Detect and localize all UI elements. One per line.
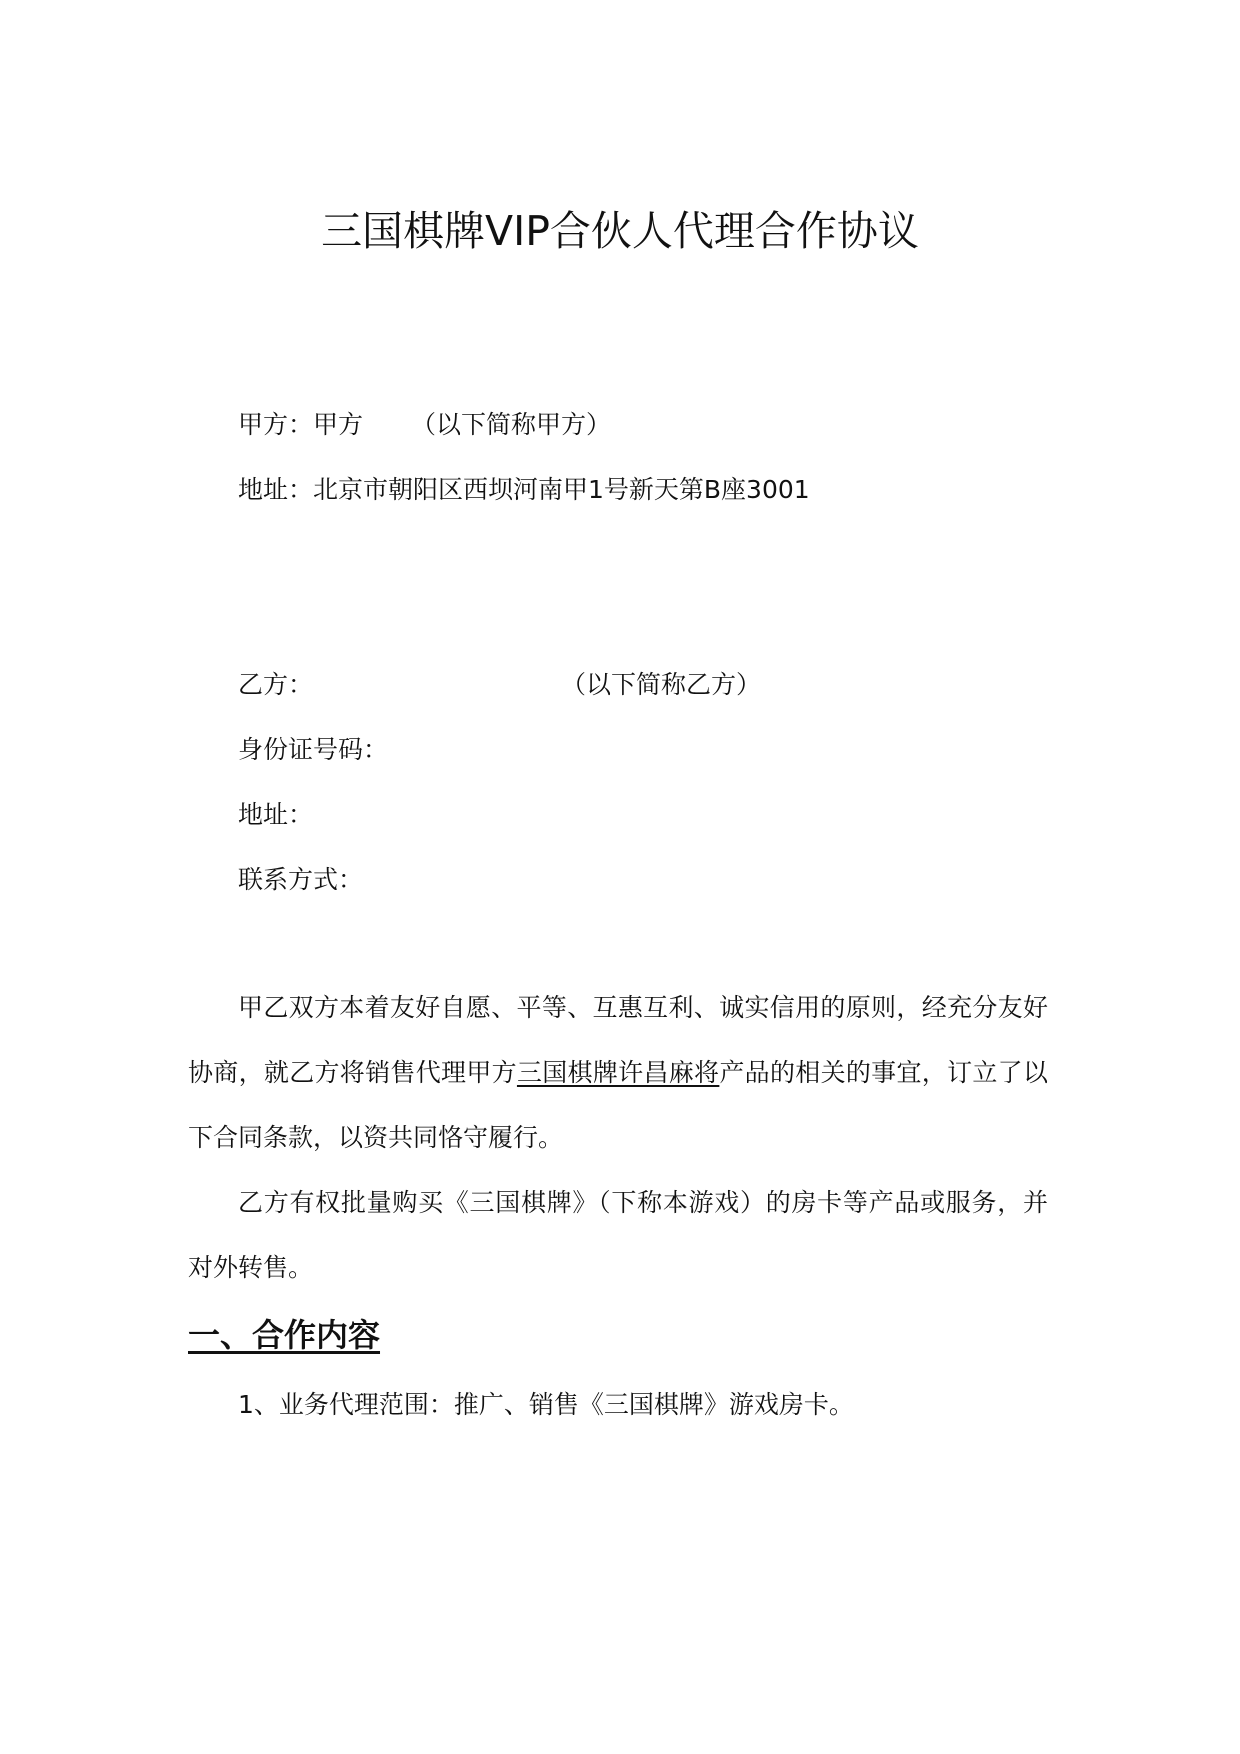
- intro-paragraph-2: 乙方有权批量购买《三国棋牌》（下称本游戏）的房卡等产品或服务，并对外转售。: [188, 1188, 1048, 1282]
- document-title: 三国棋牌VIP合伙人代理合作协议: [321, 207, 919, 255]
- section-heading-cooperation: 一、合作内容: [188, 1316, 381, 1354]
- intro-paragraph-1: [188, 975, 1048, 1170]
- party-a-label: 甲方：甲方: [238, 410, 364, 439]
- intro-p1-after: 产品的相关的事宜，订立了以下合同条款，以资共同恪守履行。: [188, 1058, 1048, 1152]
- party-b-line: [238, 665, 761, 701]
- party-b-address: 地址：: [238, 800, 314, 829]
- party-a-line: [238, 405, 611, 441]
- party-b-alias: （以下简称乙方）: [561, 670, 762, 699]
- product-name-underlined: 三国棋牌许昌麻将: [516, 1058, 720, 1087]
- party-b-contact: 联系方式：: [238, 865, 364, 894]
- party-a-address: 地址：北京市朝阳区西坝河南甲1号新天第B座3001: [238, 475, 810, 504]
- party-b-id-number: 身份证号码：: [238, 735, 389, 764]
- section1-item-1: 1、业务代理范围：推广、销售《三国棋牌》游戏房卡。: [238, 1390, 854, 1419]
- party-b-label: 乙方：: [238, 670, 314, 699]
- intro-p1-before: 甲乙双方本着友好自愿、平等、互惠互利、诚实信用的原则，经充分友好协商，就乙方将销售代理甲方: [188, 993, 1048, 1087]
- party-a-alias: （以下简称甲方）: [411, 410, 612, 439]
